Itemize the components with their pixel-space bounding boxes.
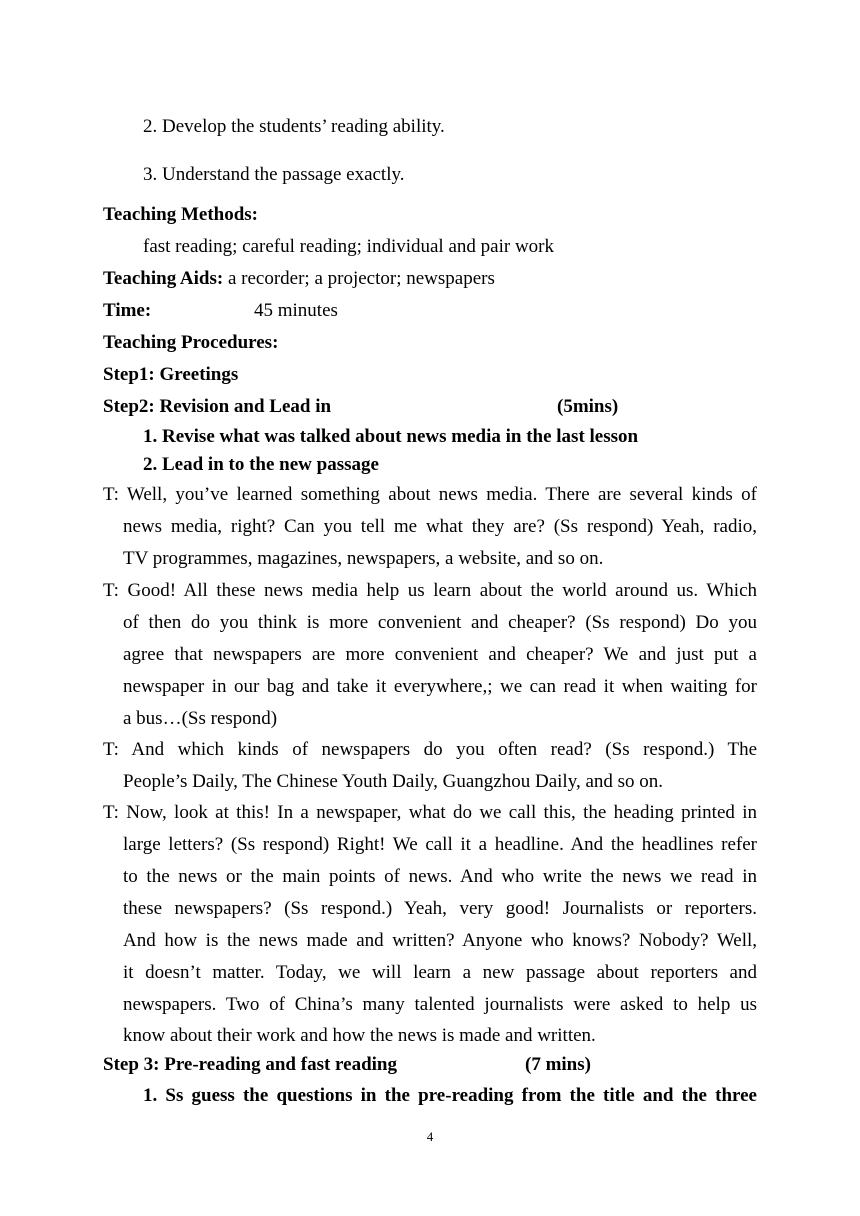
teaching-methods-heading: Teaching Methods: <box>103 204 259 225</box>
step3-sub-item-1: 1. Ss guess the questions in the pre-reading from the title and the three <box>143 1085 757 1106</box>
dialogue-line: agree that newspapers are more convenient and cheaper? We and just put a <box>123 644 757 665</box>
step2-sub-item-2: 2. Lead in to the new passage <box>143 454 379 475</box>
dialogue-line: newspaper in our bag and take it everywhere,; we can read it when waiting for <box>123 676 757 697</box>
dialogue-line: T: And which kinds of newspapers do you often read? (Ss respond.) The <box>103 739 757 760</box>
time-heading: Time: <box>103 300 152 321</box>
step2-sub-item-1: 1. Revise what was talked about news media in the last lesson <box>143 426 639 447</box>
dialogue-line: it doesn’t matter. Today, we will learn a new passage about reporters and <box>123 962 757 983</box>
dialogue-line: And how is the news made and written? Anyone who knows? Nobody? Well, <box>123 930 757 951</box>
dialogue-line: know about their work and how the news is made and written. <box>123 1025 596 1046</box>
dialogue-line: to the news or the main points of news. And who write the news we read in <box>123 866 757 887</box>
dialogue-line: TV programmes, magazines, newspapers, a website, and so on. <box>123 548 604 569</box>
dialogue-line: a bus…(Ss respond) <box>123 708 278 729</box>
teaching-aids-line <box>103 268 495 290</box>
dialogue-line: T: Good! All these news media help us learn about the world around us. Which <box>103 580 757 601</box>
time-value: 45 minutes <box>254 300 338 321</box>
objective-item-2: 2. Develop the students’ reading ability. <box>143 116 445 137</box>
objective-item-3: 3. Understand the passage exactly. <box>143 164 405 185</box>
step2-heading: Step2: Revision and Lead in <box>103 396 332 417</box>
dialogue-line: newspapers. Two of China’s many talented journalists were asked to help us <box>123 994 757 1015</box>
teaching-procedures-heading: Teaching Procedures: <box>103 332 279 353</box>
step3-duration: (7 mins) <box>525 1054 591 1075</box>
dialogue-line: T: Well, you’ve learned something about news media. There are several kinds of <box>103 484 757 505</box>
teaching-aids-text: a recorder; a projector; newspapers <box>223 268 495 289</box>
teaching-methods-text: fast reading; careful reading; individual and pair work <box>143 236 554 257</box>
step1-heading: Step1: Greetings <box>103 364 239 385</box>
teaching-aids-heading: Teaching Aids: <box>103 268 224 289</box>
dialogue-line: of then do you think is more convenient and cheaper? (Ss respond) Do you <box>123 612 757 633</box>
dialogue-line: news media, right? Can you tell me what they are? (Ss respond) Yeah, radio, <box>123 516 757 537</box>
dialogue-line: T: Now, look at this! In a newspaper, what do we call this, the heading printed in <box>103 802 757 823</box>
step3-heading: Step 3: Pre-reading and fast reading <box>103 1054 397 1075</box>
dialogue-line: large letters? (Ss respond) Right! We call it a headline. And the headlines refer <box>123 834 757 855</box>
page-number: 4 <box>426 1129 434 1144</box>
dialogue-line: these newspapers? (Ss respond.) Yeah, very good! Journalists or reporters. <box>123 898 757 919</box>
dialogue-line: People’s Daily, The Chinese Youth Daily, Guangzhou Daily, and so on. <box>123 771 664 792</box>
step2-duration: (5mins) <box>557 396 619 417</box>
